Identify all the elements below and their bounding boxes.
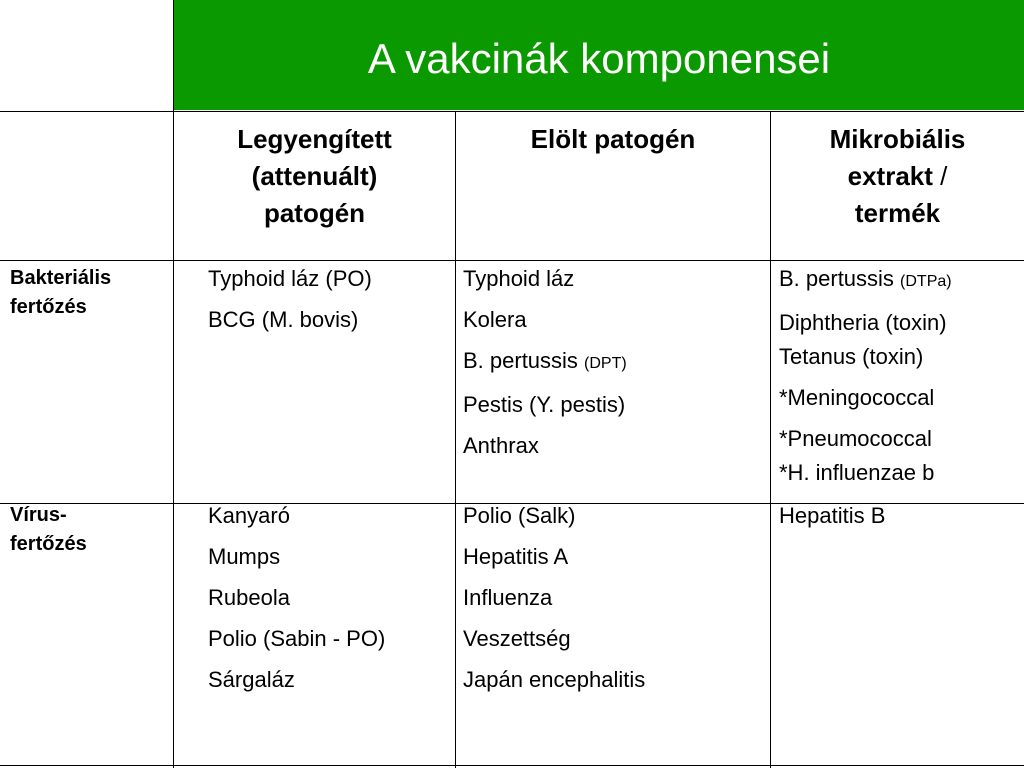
- list-item: [208, 266, 453, 292]
- list-item-text: Polio (Salk): [463, 503, 576, 528]
- title-bar: [174, 0, 1024, 110]
- list-item-text: Polio (Sabin - PO): [208, 626, 386, 651]
- list-item: [779, 426, 1022, 452]
- list-item: [463, 544, 768, 570]
- list-item-text: Kolera: [463, 307, 527, 332]
- header-microbial-line3: termék: [854, 198, 941, 228]
- list-item: [208, 626, 453, 652]
- header-microbial-line2: [771, 158, 1024, 195]
- list-item: [779, 460, 1022, 486]
- list-item-text: Influenza: [463, 585, 553, 610]
- header-attenuated-line1: Legyengített: [237, 124, 392, 154]
- header-killed-line1: Elölt patogén: [530, 124, 696, 154]
- list-item-text: Typhoid láz (PO): [208, 266, 372, 291]
- header-attenuated-line3: patogén: [263, 198, 366, 228]
- list-item-text: *Pneumococcal: [779, 426, 932, 451]
- header-killed: [456, 112, 770, 260]
- table-bottom-border: [0, 765, 1024, 766]
- header-attenuated-line2: (attenuált): [251, 161, 378, 191]
- list-item-note: (DPT): [584, 355, 627, 372]
- cell-bacterial-microbial: [779, 266, 1022, 501]
- list-item: [208, 544, 453, 570]
- list-item-text: Rubeola: [208, 585, 290, 610]
- list-item: [463, 667, 768, 693]
- row-label-viral-line1: Vírus-: [10, 504, 67, 526]
- list-item-text: Typhoid láz: [463, 266, 575, 291]
- list-item: [208, 585, 453, 611]
- header-microbial-line1: Mikrobiális: [829, 124, 966, 154]
- list-item-text: Hepatitis A: [463, 544, 569, 569]
- header-microbial-slash: /: [932, 161, 948, 191]
- cell-viral-killed: [463, 503, 768, 708]
- list-item: [463, 626, 768, 652]
- list-item: [779, 310, 1022, 336]
- list-item-text: Pestis (Y. pestis): [463, 392, 626, 417]
- list-item-text: Sárgaláz: [208, 667, 295, 692]
- list-item-text: Diphtheria (toxin): [779, 310, 947, 335]
- list-item: [463, 348, 768, 377]
- cell-viral-attenuated: [208, 503, 453, 708]
- list-item: [463, 392, 768, 418]
- list-item-text: B. pertussis: [779, 266, 901, 291]
- list-item: [779, 385, 1022, 411]
- row-label-viral-line2: fertőzés: [10, 533, 87, 555]
- row-label-bacterial: [10, 264, 170, 322]
- list-item: [208, 503, 453, 529]
- cell-viral-microbial: [779, 503, 1022, 544]
- list-item-text: Hepatitis B: [779, 503, 886, 528]
- header-microbial: [771, 112, 1024, 260]
- list-item: [463, 266, 768, 292]
- list-item-text: Tetanus (toxin): [779, 344, 924, 369]
- header-attenuated: [174, 112, 455, 260]
- list-item-text: Veszettség: [463, 626, 571, 651]
- row-label-viral: [10, 501, 170, 559]
- list-item: [779, 503, 1022, 529]
- list-item: [208, 307, 453, 333]
- list-item-text: Kanyaró: [208, 503, 290, 528]
- list-item-text: *Meningococcal: [779, 385, 935, 410]
- list-item-text: B. pertussis: [463, 348, 585, 373]
- header-bottom-border: [0, 260, 1024, 261]
- list-item-text: BCG (M. bovis): [208, 307, 359, 332]
- cell-bacterial-killed: [463, 266, 768, 474]
- list-item-text: Mumps: [208, 544, 281, 569]
- list-item: [463, 585, 768, 611]
- row-label-bacterial-line2: fertőzés: [10, 296, 87, 318]
- list-item: [463, 307, 768, 333]
- list-item: [779, 266, 1022, 295]
- list-item-text: Anthrax: [463, 433, 539, 458]
- list-item: [208, 667, 453, 693]
- cell-bacterial-attenuated: [208, 266, 453, 348]
- list-item: [463, 433, 768, 459]
- list-item: [463, 503, 768, 529]
- header-microbial-extrakt: extrakt: [847, 161, 933, 191]
- row-label-bacterial-line1: Bakteriális: [10, 267, 112, 289]
- list-item-text: Japán encephalitis: [463, 667, 646, 692]
- list-item: [779, 344, 1022, 370]
- list-item-text: *H. influenzae b: [779, 460, 935, 485]
- slide-title: A vakcinák komponensei: [367, 35, 831, 82]
- list-item-note: (DTPa): [900, 273, 952, 290]
